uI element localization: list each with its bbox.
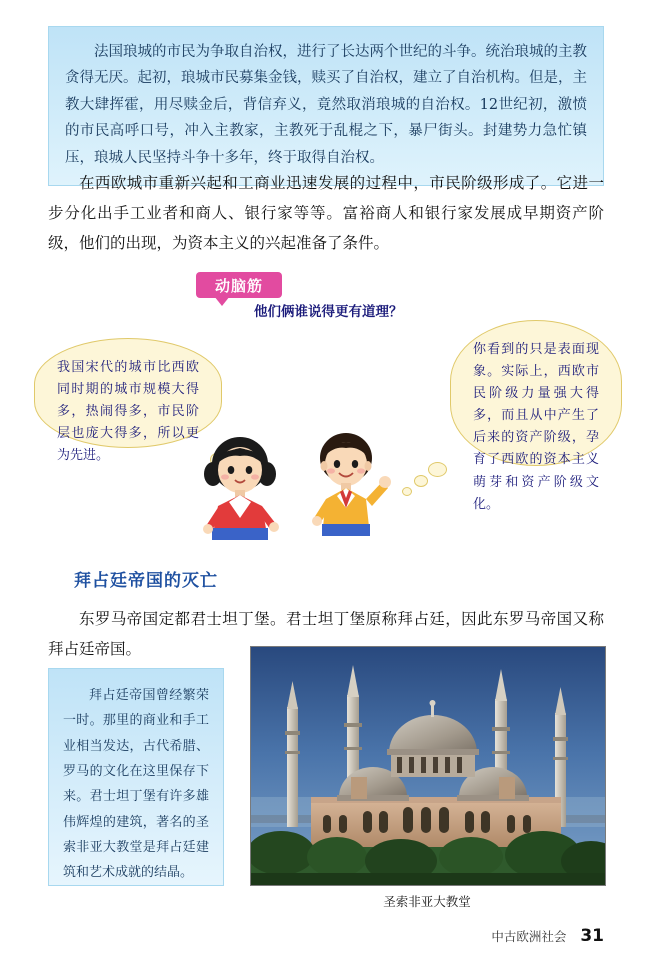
cartoon-boy-icon [296, 426, 392, 538]
quote-text: 法国琅城的市民为争取自治权，进行了长达两个世纪的斗争。统治琅城的主教贪得无厌。起初，琅城市民募集金钱，赎买了自治权，建立了自治机构。但是，主教大肆挥霍，用尽赎金后，背信弃义，竟然取消琅城的自治权。12世纪初，激愤的市民高呼口号，冲入主教家，主教死于乱棍之下，暴尸街头。封建势力急忙镇压，琅城人民坚持斗争十多年，终于取得自治权。 [65, 44, 587, 166]
speech-bubble-left: 我国宋代的城市比西欧同时期的城市规模大得多，热闹得多，市民阶层也庞大得多，所以更为先进。 [34, 338, 222, 448]
side-info-box [48, 668, 224, 886]
paragraph-market-class: 在西欧城市重新兴起和工商业迅速发展的过程中，市民阶级形成了。它进一步分化出手工业者和商人、银行家等等。富裕商人和银行家发展成早期资产阶级，他们的出现，为资本主义的兴起准备了条件。 [48, 174, 604, 253]
think-question: 他们俩谁说得更有道理？ [254, 304, 403, 320]
page-number: 31 [580, 926, 604, 946]
cartoon-girl-icon [198, 432, 284, 542]
think-badge: 动脑筋 [196, 272, 282, 298]
speech-bubble-right: 你看到的只是表面现象。实际上，西欧市民阶级力量强大得多，而且从中产生了后来的资产阶级，孕育了西欧的资本主义萌芽和资产阶级文化。 [450, 320, 622, 466]
think-badge-tail [214, 296, 230, 306]
footer-chapter-label: 中古欧洲社会 [491, 929, 567, 944]
photo-caption: 圣索非亚大教堂 [383, 894, 471, 909]
side-info-text: 拜占廷帝国曾经繁荣一时。那里的商业和手工业相当发达，古代希腊、罗马的文化在这里保存下来。君士坦丁堡有许多雄伟辉煌的建筑，著名的圣索非亚大教堂是拜占廷建筑和艺术成就的结晶。 [63, 688, 209, 881]
page-footer [491, 926, 604, 946]
highlight-quote-box [48, 26, 604, 186]
hagia-sophia-photo [250, 646, 606, 886]
section-heading: 拜占廷帝国的灭亡 [74, 571, 218, 591]
paragraph-east-rome: 东罗马帝国定都君士坦丁堡。君士坦丁堡原称拜占廷，因此东罗马帝国又称拜占廷帝国。 [48, 610, 604, 659]
